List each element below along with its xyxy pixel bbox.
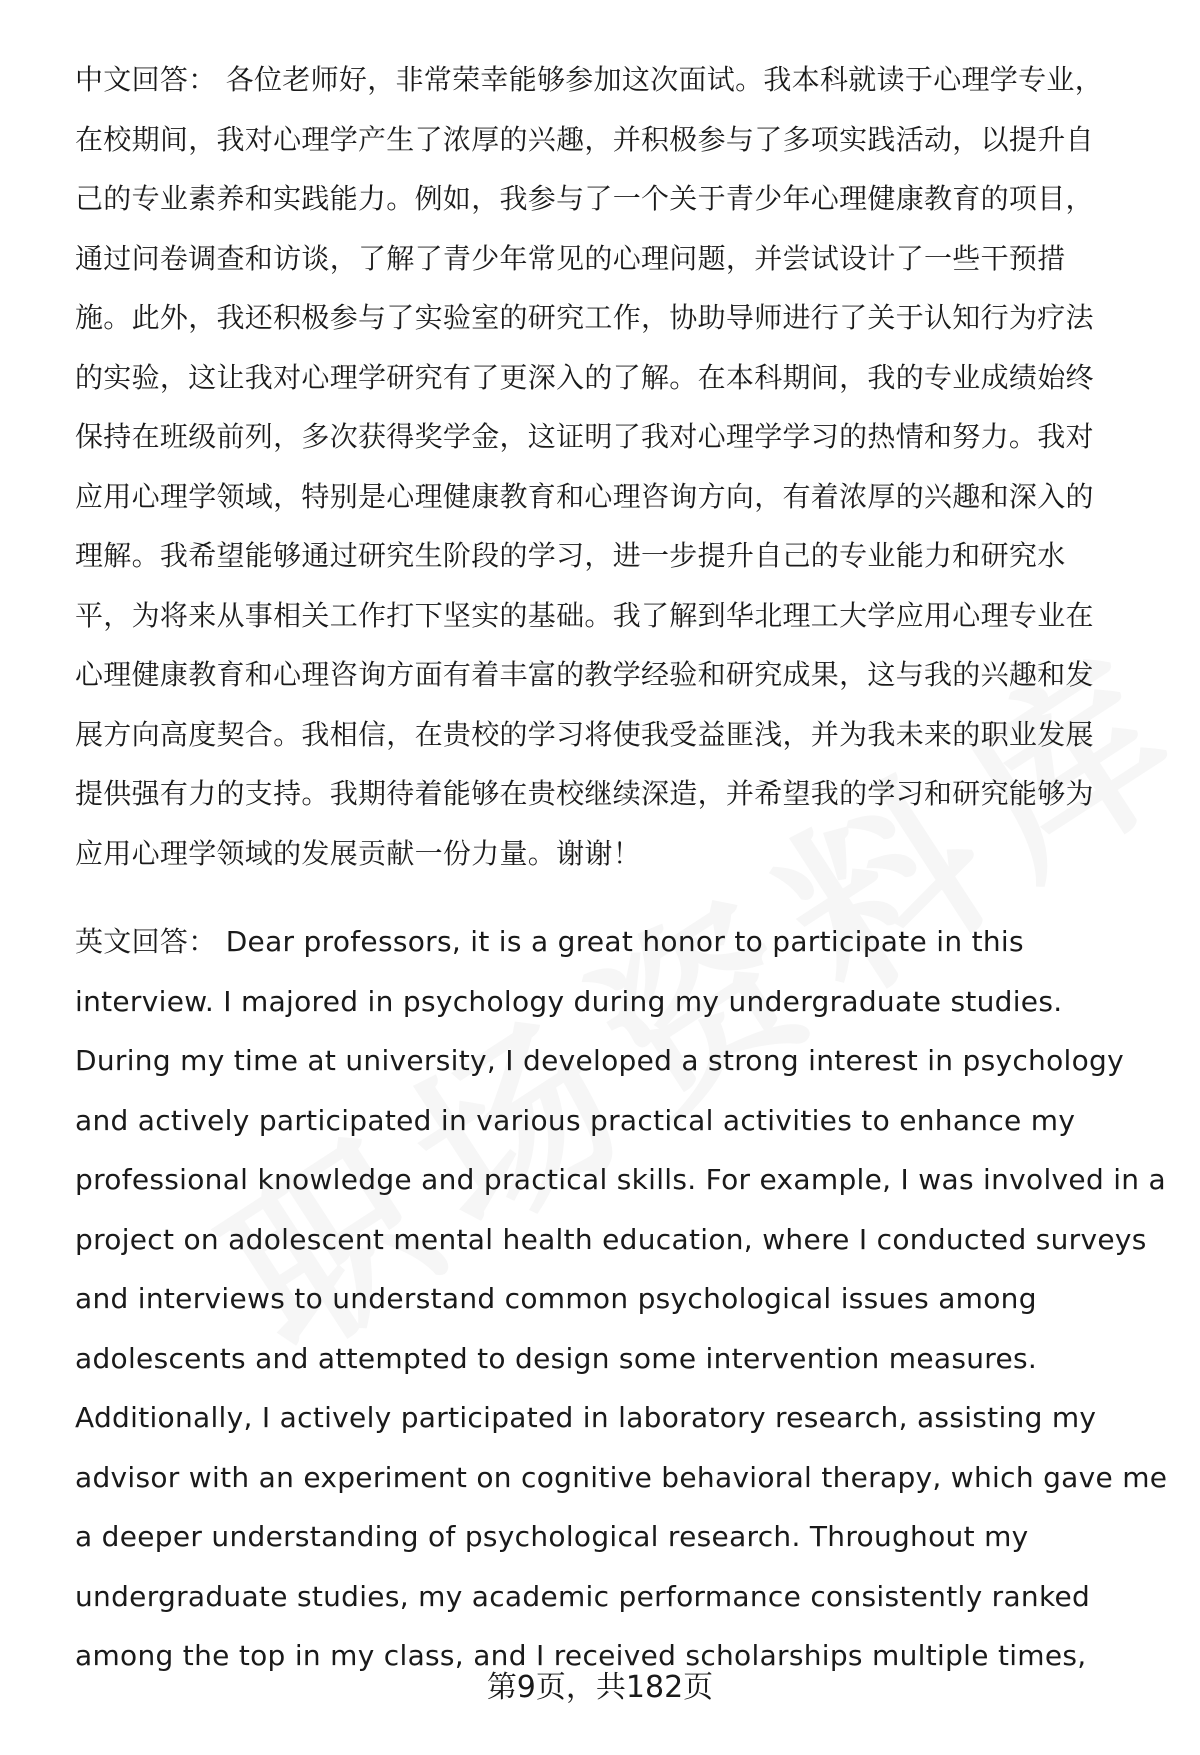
paragraph-line: interview. I majored in psychology during my undergraduate studies. <box>75 984 1063 1018</box>
paragraph-line: 施。此外，我还积极参与了实验室的研究工作，协助导师进行了关于认知行为疗法 <box>75 301 1094 334</box>
paragraph-line: 通过问卷调查和访谈，了解了青少年常见的心理问题，并尝试设计了一些干预措 <box>75 241 1066 275</box>
paragraph-line: among the top in my class, and I received scholarships multiple times, <box>75 1639 1087 1672</box>
paragraph-line: 保持在班级前列，多次获得奖学金，这证明了我对心理学学习的热情和努力。我对 <box>75 420 1094 453</box>
chinese-answer-paragraph <box>75 50 1150 883</box>
paragraph-line: 提供强有力的支持。我期待着能够在贵校继续深造，并希望我的学习和研究能够为 <box>75 777 1094 810</box>
page-number-footer: 第9页，共182页 <box>486 1670 714 1705</box>
paragraph-line: 应用心理学领域，特别是心理健康教育和心理咨询方向，有着浓厚的兴趣和深入的 <box>75 479 1094 513</box>
paragraph-line: 英文回答： Dear professors, it is a great honor to participate in this <box>75 925 1024 958</box>
paragraph-line: Additionally, I actively participated in laboratory research, assisting my <box>75 1401 1097 1434</box>
paragraph-line: 平，为将来从事相关工作打下坚实的基础。我了解到华北理工大学应用心理专业在 <box>75 598 1094 632</box>
paragraph-line: project on adolescent mental health education, where I conducted surveys <box>75 1222 1147 1256</box>
english-answer-paragraph <box>75 912 1168 1686</box>
paragraph-line: and actively participated in various practical activities to enhance my <box>75 1103 1076 1137</box>
paragraph-line: 心理健康教育和心理咨询方面有着丰富的教学经验和研究成果，这与我的兴趣和发 <box>75 658 1094 691</box>
paragraph-line: adolescents and attempted to design some intervention measures. <box>75 1341 1038 1375</box>
paragraph-line: 应用心理学领域的发展贡献一份力量。谢谢！ <box>75 836 642 870</box>
paragraph-line: and interviews to understand common psychological issues among <box>75 1282 1037 1315</box>
paragraph-line: 理解。我希望能够通过研究生阶段的学习，进一步提升自己的专业能力和研究水 <box>75 539 1066 572</box>
paragraph-line: During my time at university, I developed a strong interest in psychology <box>75 1044 1124 1077</box>
paragraph-line: advisor with an experiment on cognitive behavioral therapy, which gave me <box>75 1460 1168 1494</box>
paragraph-line: professional knowledge and practical skills. For example, I was involved in a <box>75 1163 1166 1196</box>
paragraph-line: 在校期间，我对心理学产生了浓厚的兴趣，并积极参与了多项实践活动，以提升自 <box>75 122 1094 156</box>
paragraph-line: a deeper understanding of psychological research. Throughout my <box>75 1520 1029 1553</box>
paragraph-line: undergraduate studies, my academic performance consistently ranked <box>75 1579 1091 1613</box>
paragraph-line: 展方向高度契合。我相信，在贵校的学习将使我受益匪浅，并为我未来的职业发展 <box>75 717 1094 751</box>
paragraph-line: 中文回答： 各位老师好，非常荣幸能够参加这次面试。我本科就读于心理学专业， <box>75 63 1104 96</box>
paragraph-line: 的实验，这让我对心理学研究有了更深入的了解。在本科期间，我的专业成绩始终 <box>75 360 1094 394</box>
paragraph-line: 己的专业素养和实践能力。例如，我参与了一个关于青少年心理健康教育的项目， <box>75 182 1094 215</box>
